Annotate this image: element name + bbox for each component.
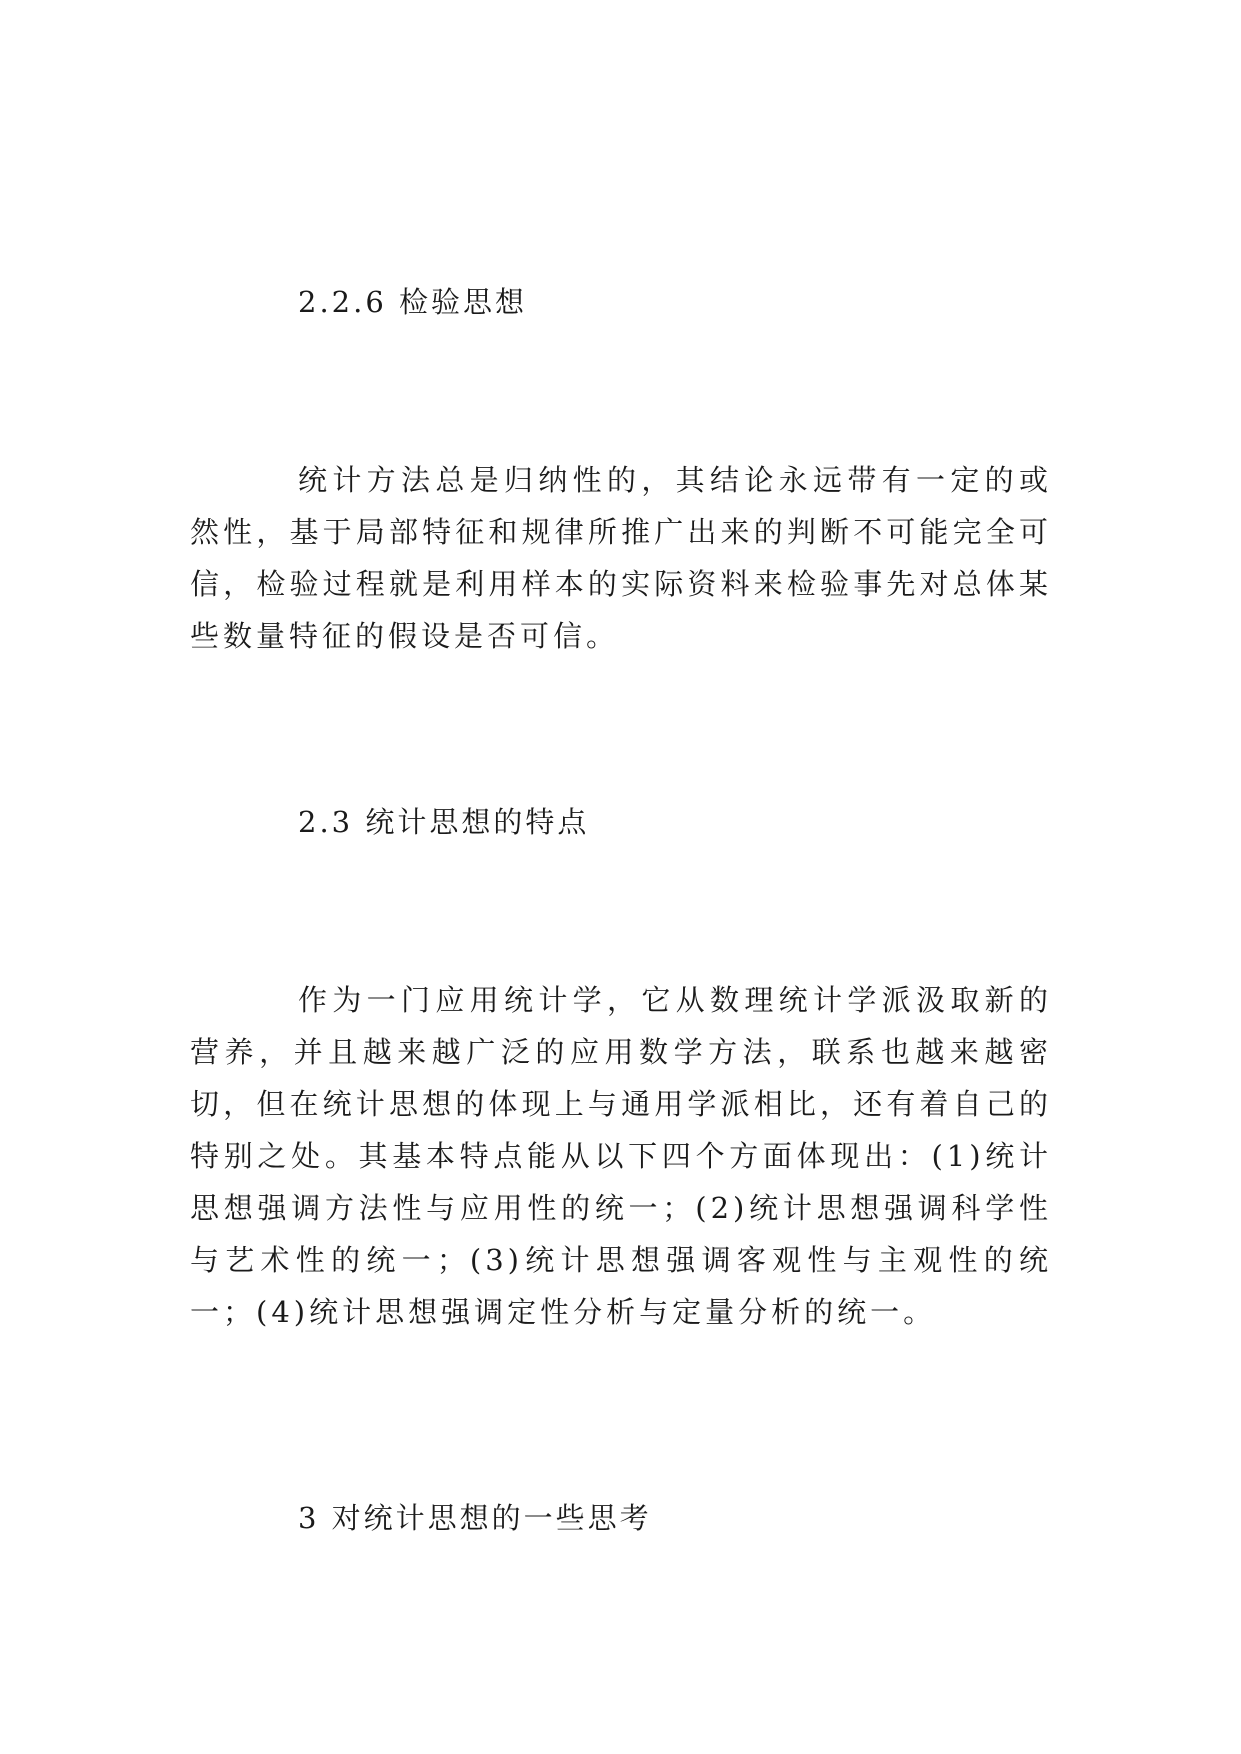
section-heading-2-2-6: 2.2.6 检验思想 [298,285,528,319]
section-paragraph-2-3: 作为一门应用统计学，它从数理统计学派汲取新的营养，并且越来越广泛的应用数学方法，联系也越来越密切，但在统计思想的体现上与通用学派相比，还有着自己的特别之处。其基本特点能从以下四个方面体现出：(1)统计思想强调方法性与应用性的统一；(2)统计思想强调科学性与艺术性的统一；(3)统计思想强调客观性与主观性的统一；(4)统计思想强调定性分析与定量分析的统一。 [190,983,1052,1329]
section-heading-3: 3 对统计思想的一些思考 [298,1501,652,1535]
section-paragraph-2-2-6: 统计方法总是归纳性的，其结论永远带有一定的或然性，基于局部特征和规律所推广出来的判断不可能完全可信，检验过程就是利用样本的实际资料来检验事先对总体某些数量特征的假设是否可信。 [190,463,1052,653]
section-heading-2-3: 2.3 统计思想的特点 [298,805,590,839]
